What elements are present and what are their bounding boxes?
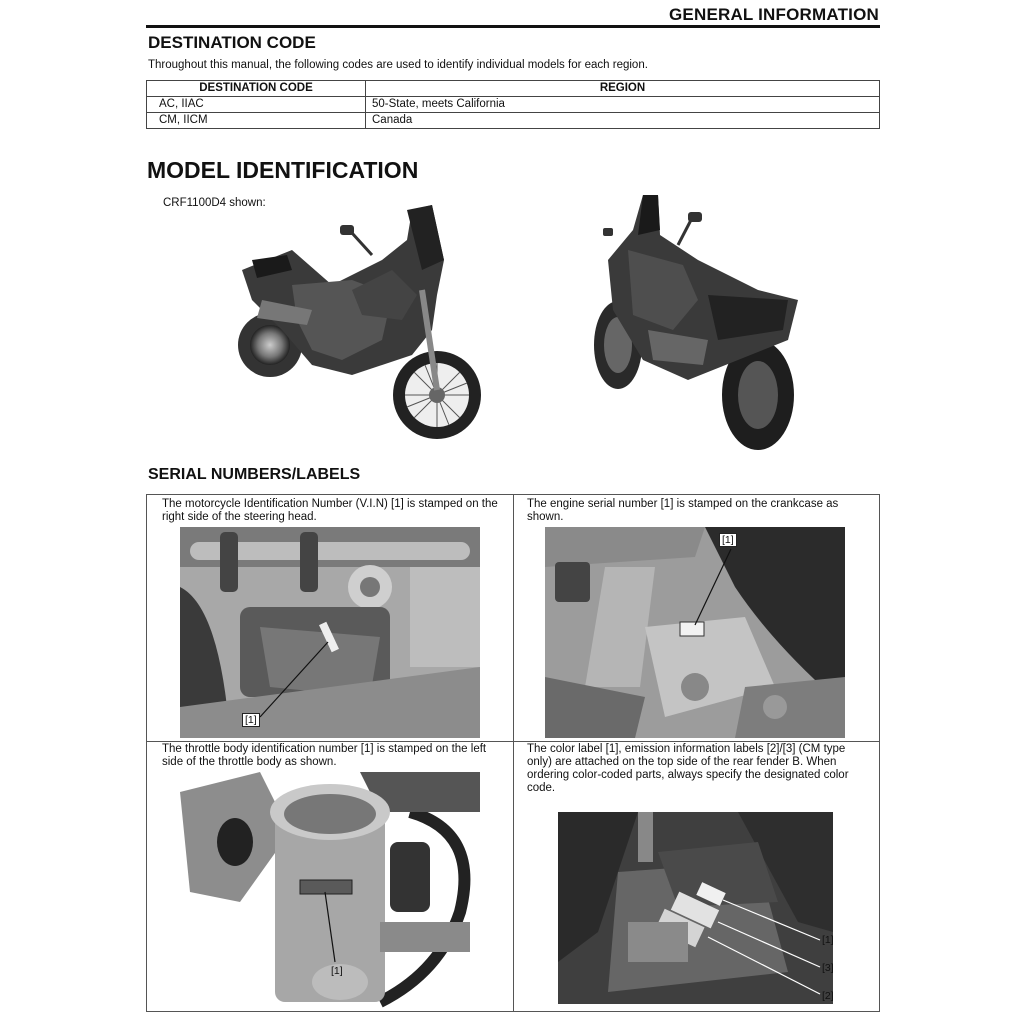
motorcycle-rear-right-image <box>588 190 808 455</box>
vin-photo <box>180 527 480 738</box>
model-identification-heading: MODEL IDENTIFICATION <box>147 157 419 183</box>
column-header-code: DESTINATION CODE <box>147 81 366 97</box>
color-label-description: The color label [1], emission information labels [2]/[3] (CM type only) are attached on the top side of the rear fender B. When ordering color-coded parts, always specify the designated color code. <box>527 743 849 794</box>
table-row <box>147 97 880 113</box>
model-shown-label: CRF1100D4 shown: <box>163 197 266 209</box>
callout-label: [1] <box>822 934 834 946</box>
destination-code-heading: DESTINATION CODE <box>148 33 316 52</box>
serial-numbers-heading: SERIAL NUMBERS/LABELS <box>148 466 361 483</box>
engine-serial-description: The engine serial number [1] is stamped on the crankcase as shown. <box>527 498 839 523</box>
cell-region: 50-State, meets California <box>366 97 880 113</box>
header-rule <box>146 25 880 28</box>
rear-fender-photo <box>558 812 833 1004</box>
cell-region: Canada <box>366 113 880 129</box>
throttle-body-description: The throttle body identification number [1] is stamped on the left side of the throttle body as shown. <box>162 743 487 768</box>
throttle-body-photo <box>180 772 480 1008</box>
destination-table <box>146 80 880 129</box>
callout-label: [2] <box>822 990 834 1002</box>
table-header-row <box>147 81 880 97</box>
callout-label: [1] <box>331 965 343 977</box>
engine-photo <box>545 527 845 738</box>
callout-label: [3] <box>822 962 834 974</box>
column-header-region: REGION <box>366 81 880 97</box>
destination-intro: Throughout this manual, the following codes are used to identify individual models for each region. <box>148 59 648 71</box>
callout-label: [1] <box>242 713 260 727</box>
table-row <box>147 113 880 129</box>
section-title: GENERAL INFORMATION <box>669 5 879 24</box>
cell-code: CM, IICM <box>147 113 366 129</box>
grid-divider-vertical <box>513 494 514 1012</box>
cell-code: AC, IIAC <box>147 97 366 113</box>
vin-description: The motorcycle Identification Number (V.I.N) [1] is stamped on the right side of the steering head. <box>162 498 498 523</box>
motorcycle-front-left-image <box>232 200 492 450</box>
callout-label: [1] <box>719 533 737 547</box>
grid-divider-horizontal <box>146 741 880 742</box>
